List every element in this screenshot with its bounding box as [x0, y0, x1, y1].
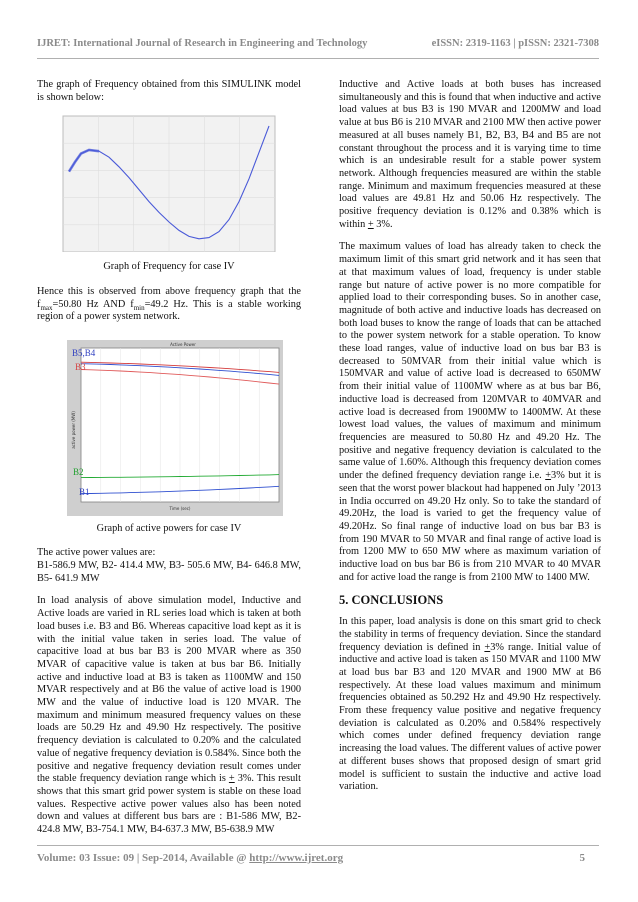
page-number: 5	[579, 852, 585, 864]
paragraph: In this paper, load analysis is done on this smart grid to check the stability in terms of frequency deviation. Since the standard frequency deviation is defined in +3% range. Initial value of inductive and active load is taken as 150 MVAR and 1100 MW at load bus bar B3 and 120 MVAR and 1900 MW at B6 respectively. At these load values maximum and minimum frequencies obtained as 50.292 Hz and 49.90 Hz respectively. From these frequency value positive and negative frequency deviation is calculated as 0.20% and 0.584% respectively which comes under defined frequency deviation range increasing the load values. The different values of active power at different buses shows that proposed design of smart grid model is sufficient to sustain the inductive and active load variation.	[339, 616, 601, 793]
paragraph: Inductive and Active loads at both buses has increased simultaneously and this is found that when inductive and active load values at bus B3 is 190 MVAR and 1200MW and load value at bus B6 is 210 MVAR and 2100 MW then active power measured at all buses namely B1, B2, B3, B4 and B5 are not constant throughout the process and it is varying time to time which is an undesirable result for a stable power system network. Although frequencies measured are within the stable range. Minimum and maximum frequencies measured at these load values are 49.81 Hz and 50.06 Hz respectively. The positive frequency deviation is 0.12% and 0.38% which is within + 3%.	[339, 79, 601, 230]
journal-title: IJRET: International Journal of Research in Engineering and Technology	[37, 38, 368, 49]
header-divider	[37, 58, 599, 59]
y-axis-label: active power (MW)	[71, 411, 76, 449]
paragraph: The maximum values of load has already taken to check the maximum limit of this smart grid network and it has seen that at that maximum values of load, frequency is under stable range but nature of active power is no more compatible for applied load to their corresponding buses. So in another case, magnitude of both active and inductive loads has decreased on both load buses to know the range of loads that can be attached to the power system network for a stable operation. To know these load ranges, value of inductive load on bus bar B3 is decreased to 50MVAR from their initial value which is 150MVAR and value of active load is decreased to 650MW from their initial value of 1100MW where as at bus bar B6, inductive load is decreased from 120MVAR to 40MVAR and active load is decreased from 1900MW to 1400MW. At these lowest load values, the values of maximum and minimum frequencies are measured to 50.80 Hz and 49.20 Hz. The positive and negative frequency deviation is calculated to the same value of 1.60%. Although this frequency deviation comes under the defined frequency deviation range i.e. +3% but it is seen that the worst power blackout had happened on July ’2013 in India occurred on 49.20 Hz only. So to take the standard of 49.20Hz, the load is varied to get the frequency value of 49.20Hz. So final range of inductive load on bus bar B3 is from 190 MVAR to 50 MVAR and final range of active load is from 1200 MW to 650 MW where as maximum variation of inductive load on bus bar B6 is from 210 MVAR to 40 MVAR and for active load the range is from 2100 MW to 1400 MW.	[339, 241, 601, 583]
svg-text:Active Power: Active Power	[170, 341, 196, 347]
legend-b3: B3	[75, 361, 86, 372]
conclusions-heading: 5. CONCLUSIONS	[339, 593, 444, 608]
paragraph: The graph of Frequency obtained from this SIMULINK model is shown below:	[37, 79, 301, 103]
journal-link[interactable]: http://www.ijret.org	[249, 852, 344, 864]
right-column	[339, 79, 601, 804]
page-header	[37, 38, 599, 49]
x-axis-label: Time (sec)	[169, 505, 191, 511]
footer-divider	[37, 845, 599, 846]
volume-info: Volume: 03 Issue: 09 | Sep-2014, Available @ http://www.ijret.org	[37, 852, 344, 864]
legend-b1: B1	[79, 486, 90, 497]
legend-b2: B2	[73, 466, 84, 477]
active-power-chart	[37, 334, 301, 516]
paragraph: The active power values are:	[37, 547, 156, 559]
legend-b5-b4: B5,B4	[72, 347, 96, 358]
active-power-figure	[37, 334, 301, 521]
paragraph: Hence this is observed from above frequency graph that the $f_{max}=50.80$ Hz AND $f_{min}=49.2$ Hz. This is a stable working region of a power system network.	[37, 285, 301, 323]
figure-caption: Graph of active powers for case IV	[96, 522, 242, 534]
issn: eISSN: 2319-1163 | pISSN: 2321-7308	[431, 38, 599, 49]
left-column	[37, 79, 301, 847]
figure-caption: Graph of Frequency for case IV	[103, 261, 235, 273]
frequency-figure	[37, 114, 301, 257]
frequency-chart	[37, 114, 301, 252]
paragraph: In load analysis of above simulation model, Inductive and Active loads are varied in RL series load which is taken at both load buses i.e. B3 and B6. Whereas capacitive load kept as it is with the initial value taken in series load. The value of capacitive load at bus bar B3 is 200 MVAR where as 350 MVAR of capacitive value is taken at bus bar B6. Initially active and inductive load at B3 is taken as 1100MW and 150 MVAR respectively and at B6 the value of active load is 1900 MW and the value of inductive load is 120 MVAR. The maximum and minimum measured frequency values on these loads are 50.29 Hz and 49.90 Hz respectively. The positive frequency deviation is calculated to 0.20% and the calculated value of negative frequency deviation is 0.584%. Since both the positive and negative frequency deviation result comes under the stable frequency deviation range which is + 3%. This result shows that this smart grid power system is stable on these load values. Respective active power values also has been noted down and values at different bus bars are : B1-586 MW, B2-424.8 MW, B3-754.1 MW, B4-637.3 MW, B5-638.9 MW	[37, 595, 301, 836]
paragraph: B1-586.9 MW, B2- 414.4 MW, B3- 505.6 MW, B4- 646.8 MW, B5- 641.9 MW	[37, 560, 301, 584]
page-footer	[37, 852, 585, 864]
